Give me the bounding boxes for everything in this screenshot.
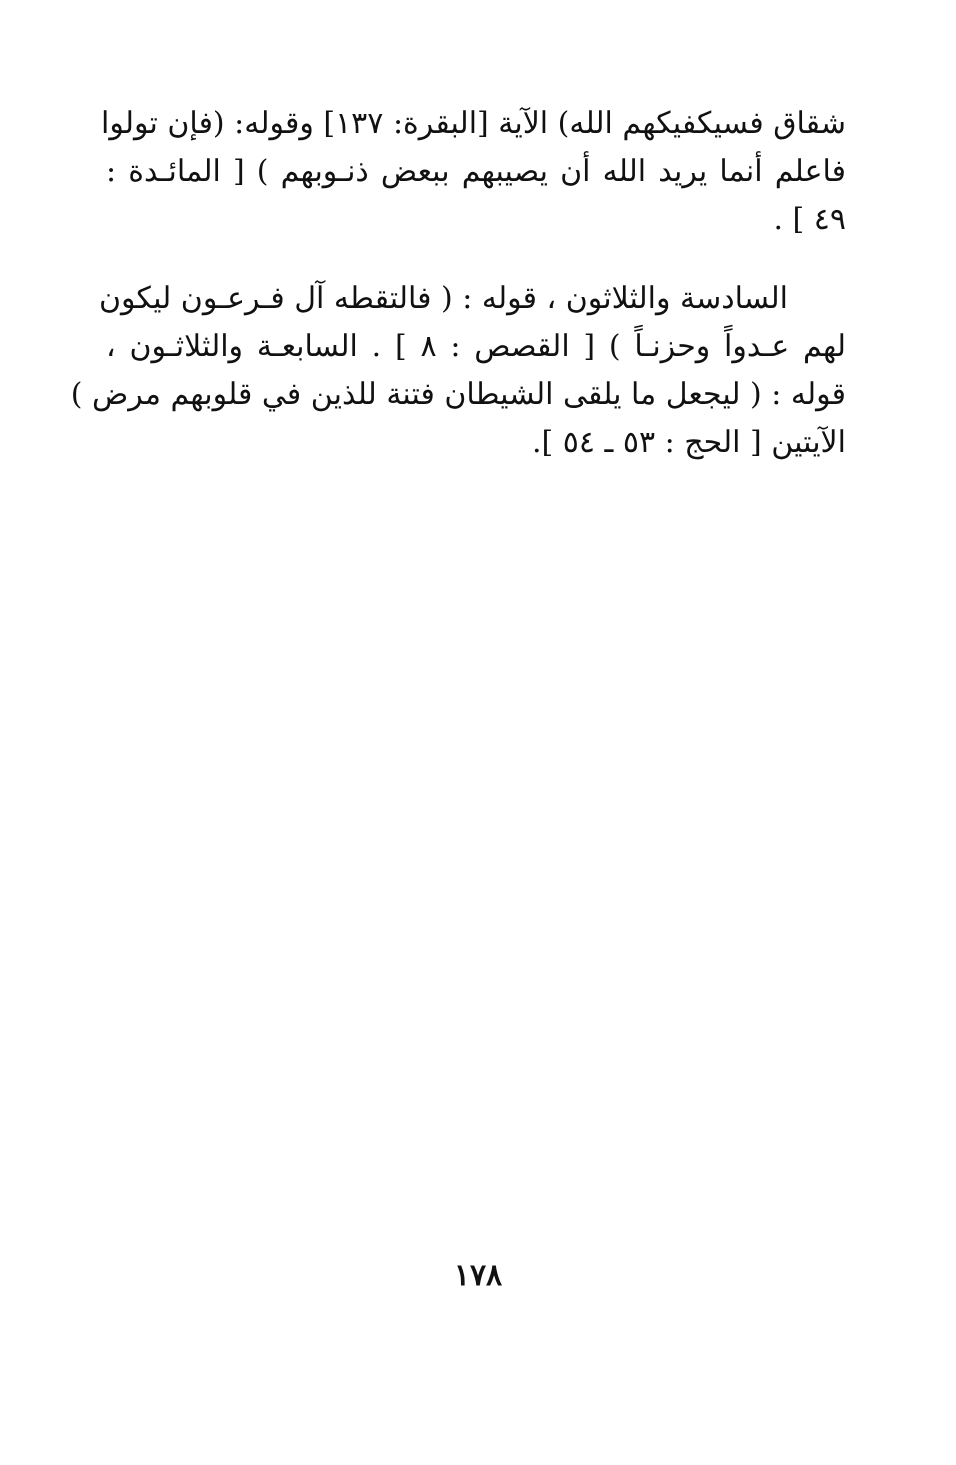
paragraph-sixth-seventh-thirty — [70, 275, 846, 467]
text-line: شقاق فسيكفيكهم الله) الآية [البقرة: ١٣٧] وقوله: (فإن تولوا — [101, 106, 846, 141]
text-line: قوله : ( ليجعل ما يلقى الشيطان فتنة للذين في قلوبهم مرض ) — [70, 377, 846, 412]
text-line: السادسة والثلاثون ، قوله : ( فالتقطه آل فـرعـون ليكون — [98, 281, 788, 316]
text-line: ٤٩ ] . — [773, 202, 846, 237]
text-line: الآيتين [ الحج : ٥٣ ـ ٥٤ ]. — [531, 425, 846, 460]
page-number: ١٧٨ — [453, 1258, 503, 1293]
text-line: لهم عـدواً وحزنـاً ) [ القصص : ٨ ] . السابعـة والثلاثـون ، — [106, 329, 846, 364]
text-line: فاعلم أنما يريد الله أن يصيبهم ببعض ذنـوبهم ) [ المائـدة : — [106, 154, 846, 189]
paragraph-quran-citation — [101, 100, 846, 244]
